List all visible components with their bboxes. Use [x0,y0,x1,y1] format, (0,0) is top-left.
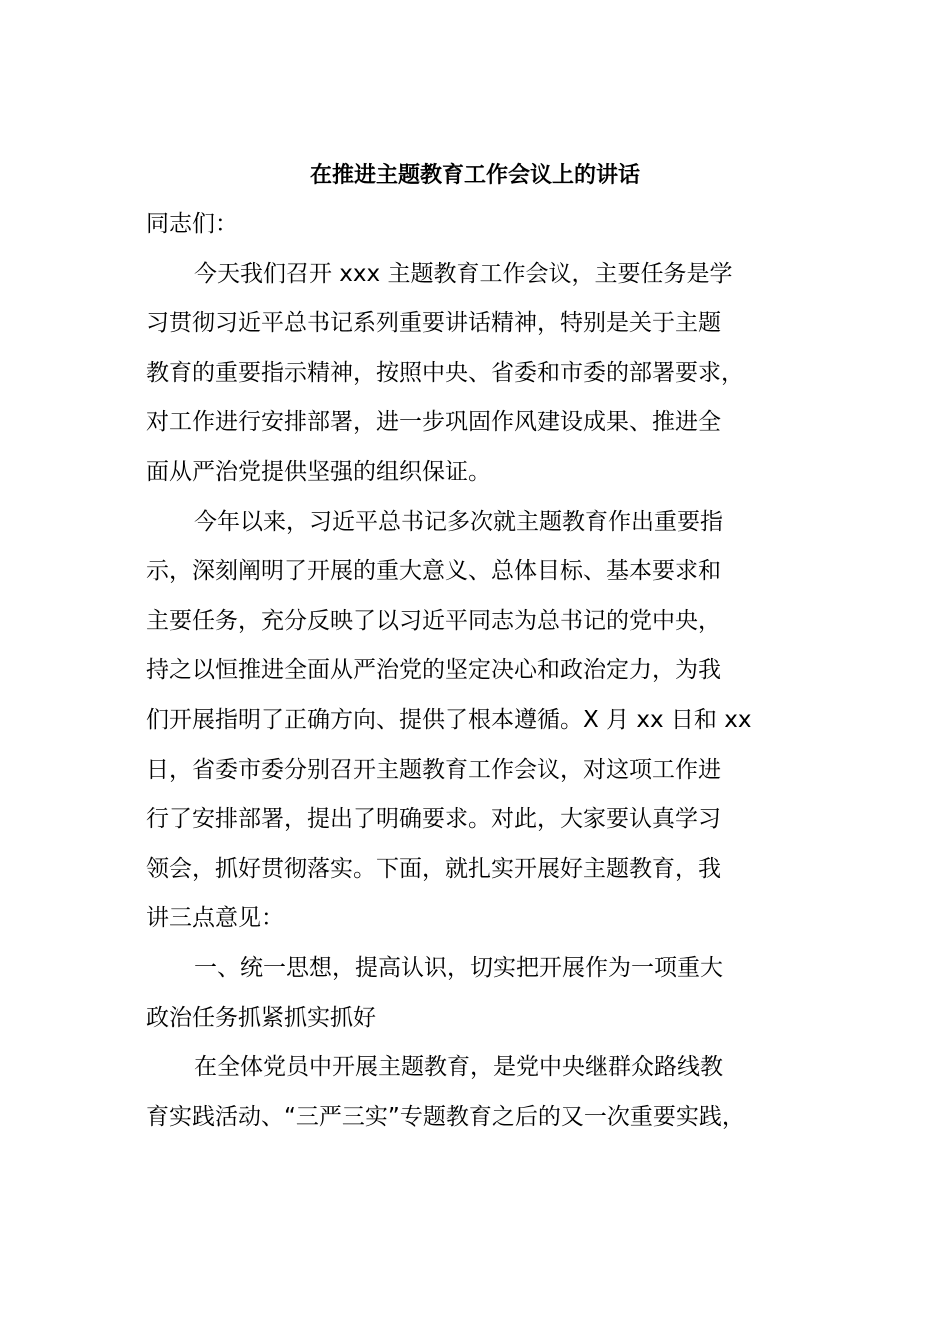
text-line: 行了安排部署，提出了明确要求。对此，大家要认真学习 [146,806,721,833]
text-line: 讲三点意见： [146,905,284,932]
text-line: 主要任务，充分反映了以习近平同志为总书记的党中央， [146,607,721,634]
text-line: 在全体党员中开展主题教育，是党中央继群众路线教 [194,1054,723,1081]
text-line: 今年以来，习近平总书记多次就主题教育作出重要指 [194,508,723,535]
text-line: 今天我们召开 xxx 主题教育工作会议，主要任务是学 [194,260,733,287]
section-heading-line: 一、统一思想，提高认识，切实把开展作为一项重大 [194,954,723,981]
text-line: 育实践活动、“三严三实”专题教育之后的又一次重要实践， [146,1103,745,1130]
text-line: 同志们： [146,211,238,237]
text-line: 面从严治党提供坚强的组织保证。 [146,458,491,485]
text-line: 们开展指明了正确方向、提供了根本遵循。X 月 xx 日和 xx [146,706,752,733]
text-line: 持之以恒推进全面从严治党的坚定决心和政治定力，为我 [146,657,721,684]
text-line: 日，省委市委分别召开主题教育工作会议，对这项工作进 [146,756,721,783]
text-line: 示，深刻阐明了开展的重大意义、总体目标、基本要求和 [146,558,721,585]
text-line: 习贯彻习近平总书记系列重要讲话精神，特别是关于主题 [146,310,721,337]
text-line: 教育的重要指示精神，按照中央、省委和市委的部署要求， [146,359,744,386]
document-title: 在推进主题教育工作会议上的讲话 [309,163,640,188]
text-line: 领会，抓好贯彻落实。下面，就扎实开展好主题教育，我 [146,855,721,882]
text-line: 对工作进行安排部署，进一步巩固作风建设成果、推进全 [146,409,721,436]
document-body [146,200,808,1142]
section-heading-line: 政治任务抓紧抓实抓好 [146,1004,376,1031]
